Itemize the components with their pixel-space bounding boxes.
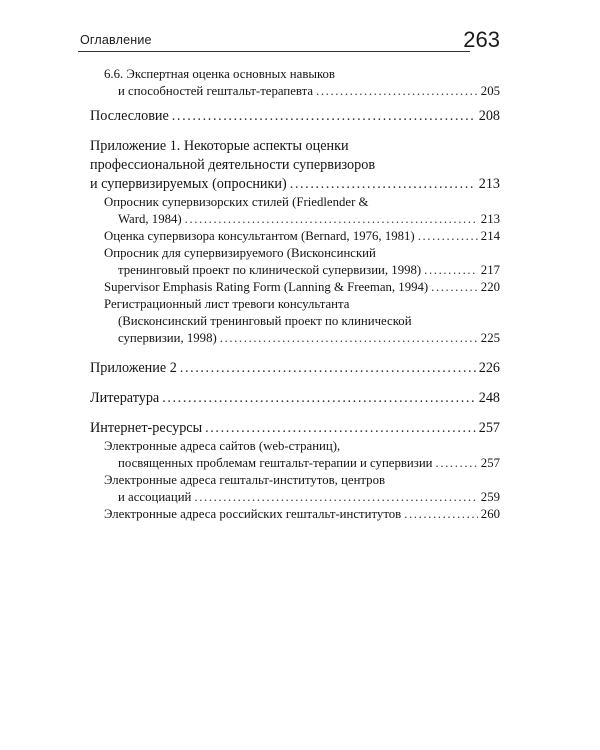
toc-entry-text: Регистрационный лист тревоги консультанта bbox=[104, 297, 350, 311]
toc-page-number: 260 bbox=[480, 507, 500, 521]
toc-page-number: 220 bbox=[480, 280, 500, 294]
toc-entry-text: Ward, 1984) bbox=[118, 212, 182, 226]
toc-entry-internet-resources[interactable] bbox=[90, 419, 500, 438]
dot-leader bbox=[316, 83, 478, 100]
toc-page-number: 226 bbox=[478, 360, 500, 376]
toc-subentry-institutes[interactable] bbox=[90, 472, 500, 506]
toc-subentry-anxiety-sheet[interactable] bbox=[90, 296, 500, 347]
toc-page-number: 213 bbox=[480, 212, 500, 226]
dot-leader bbox=[290, 175, 476, 194]
toc-entry-text: Электронные адреса российских гештальт-институтов bbox=[104, 507, 402, 521]
header-rule bbox=[78, 51, 470, 52]
toc-subentry-emphasis-rating-form[interactable] bbox=[90, 279, 500, 296]
toc-subentry-supervisor-assessment[interactable] bbox=[90, 228, 500, 245]
toc-subentry-russian-institutes[interactable] bbox=[90, 506, 500, 523]
dot-leader bbox=[172, 107, 476, 126]
running-header-title: Оглавление bbox=[80, 33, 152, 47]
toc-entry-text: Опросник супервизорских стилей (Friedlender & bbox=[104, 195, 369, 209]
dot-leader bbox=[205, 419, 476, 438]
toc-page-number: 217 bbox=[480, 263, 500, 277]
toc-page-number: 214 bbox=[480, 229, 500, 243]
toc-page-number: 257 bbox=[480, 456, 500, 470]
toc-subentry-supervisor-styles[interactable] bbox=[90, 194, 500, 228]
toc-entry-literature[interactable] bbox=[90, 389, 500, 408]
toc-page-number: 248 bbox=[478, 390, 500, 406]
toc-entry-text: Электронные адреса сайтов (web-страниц), bbox=[104, 439, 341, 453]
dot-leader bbox=[424, 262, 478, 279]
toc-entry-text: 6.6. Экспертная оценка основных навыков bbox=[104, 67, 335, 81]
toc-page-number: 213 bbox=[478, 176, 500, 192]
dot-leader bbox=[418, 228, 478, 245]
toc-entry-text: Электронные адреса гештальт-институтов, центров bbox=[104, 473, 386, 487]
toc-entry-appendix-1[interactable] bbox=[90, 137, 500, 194]
toc-entry-appendix-2[interactable] bbox=[90, 359, 500, 378]
toc-subentry-web-sites[interactable] bbox=[90, 438, 500, 472]
toc-entry-title: Послесловие bbox=[90, 108, 169, 124]
toc-page-number: 259 bbox=[480, 490, 500, 504]
toc-entry-text: супервизии, 1998) bbox=[118, 331, 217, 345]
toc-entry-title: Интернет-ресурсы bbox=[90, 420, 203, 436]
dot-leader bbox=[185, 211, 478, 228]
toc-entry-text: тренинговый проект по клинической супервизии, 1998) bbox=[118, 263, 422, 277]
toc-entry-text: Supervisor Emphasis Rating Form (Lanning & Freeman, 1994) bbox=[104, 280, 429, 294]
toc-entry-text: Опросник для супервизируемого (Висконсинский bbox=[104, 246, 376, 260]
toc-page-number: 208 bbox=[478, 108, 500, 124]
toc-entry-6-6[interactable] bbox=[90, 66, 500, 100]
toc-entry-text: посвященных проблемам гештальт-терапии и супервизии bbox=[118, 456, 433, 470]
toc-page-number: 257 bbox=[478, 420, 500, 436]
dot-leader bbox=[436, 455, 478, 472]
toc-entry-title: Литература bbox=[90, 390, 160, 406]
dot-leader bbox=[404, 506, 478, 523]
page-number: 263 bbox=[463, 27, 500, 52]
toc-entry-title: Приложение 1. Некоторые аспекты оценки bbox=[90, 138, 349, 154]
toc-page-number: 205 bbox=[480, 84, 500, 98]
dot-leader bbox=[180, 359, 476, 378]
table-of-contents bbox=[90, 66, 500, 523]
toc-entry-afterword[interactable] bbox=[90, 107, 500, 126]
dot-leader bbox=[431, 279, 478, 296]
toc-page-number: 225 bbox=[480, 331, 500, 345]
toc-entry-text: и способностей гештальт-терапевта bbox=[118, 84, 314, 98]
toc-entry-title: профессиональной деятельности супервизоров bbox=[90, 157, 376, 173]
toc-subentry-supervisee-questionnaire[interactable] bbox=[90, 245, 500, 279]
dot-leader bbox=[220, 330, 478, 347]
dot-leader bbox=[162, 389, 475, 408]
dot-leader bbox=[194, 489, 477, 506]
toc-entry-text: и ассоциаций bbox=[118, 490, 192, 504]
toc-entry-text: (Висконсинский тренинговый проект по клинической bbox=[118, 314, 412, 328]
toc-entry-title: Приложение 2 bbox=[90, 360, 177, 376]
toc-entry-text: Оценка супервизора консультантом (Bernard, 1976, 1981) bbox=[104, 229, 415, 243]
toc-entry-title: и супервизируемых (опросники) bbox=[90, 176, 287, 192]
running-header bbox=[78, 22, 500, 52]
